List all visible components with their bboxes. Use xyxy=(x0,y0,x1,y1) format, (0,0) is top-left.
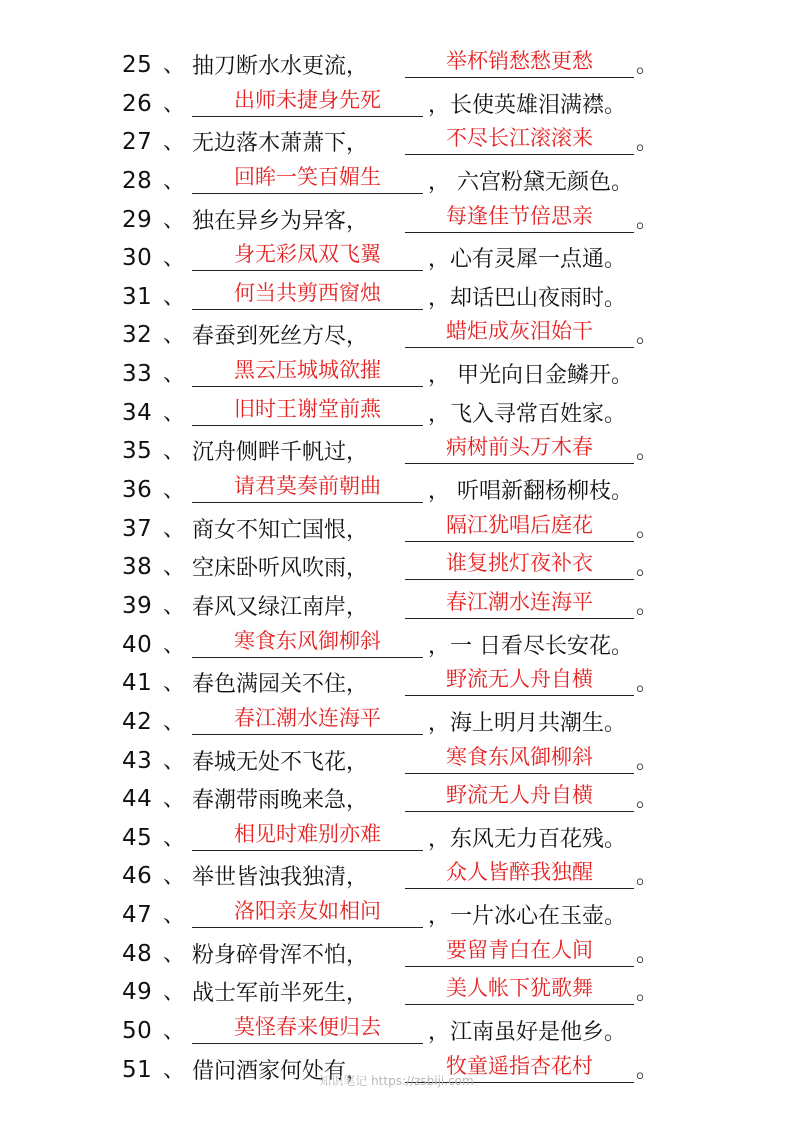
question-row xyxy=(0,778,793,817)
question-row xyxy=(0,237,793,276)
question-row xyxy=(0,121,793,160)
given-line: 抽刀断水水更流， xyxy=(192,54,369,79)
answer-blank xyxy=(192,1017,423,1044)
answer-text: 美人帐下犹歌舞 xyxy=(446,976,593,1001)
given-line: ，飞入寻常百姓家。 xyxy=(428,401,627,427)
answer-text: 莫怪春来便归去 xyxy=(234,1015,381,1040)
question-row xyxy=(0,314,793,353)
given-line: 举世皆浊我独清， xyxy=(192,865,369,891)
question-number: 31 xyxy=(122,283,153,310)
given-line: ，江南虽好是他乡。 xyxy=(428,1020,627,1046)
answer-text: 每逢佳节倍思亲 xyxy=(446,203,593,228)
given-line: 春潮带雨晚来急， xyxy=(192,788,369,814)
answer-blank xyxy=(405,203,634,233)
question-row xyxy=(0,624,793,663)
answer-blank xyxy=(405,128,634,155)
end-punctuation: 。 xyxy=(636,516,659,542)
question-number: 29 xyxy=(122,206,153,233)
question-row xyxy=(0,894,793,933)
answer-blank xyxy=(405,744,634,774)
question-number: 42 xyxy=(122,708,153,735)
answer-text: 举杯销愁愁更愁 xyxy=(446,49,593,73)
question-number: 32 xyxy=(122,322,153,349)
given-line: ，东风无力百花残。 xyxy=(428,826,627,852)
answer-blank xyxy=(192,244,423,271)
answer-blank xyxy=(192,821,423,851)
answer-blank xyxy=(192,476,423,503)
question-number: 39 xyxy=(122,592,153,619)
question-number: 36 xyxy=(122,477,153,504)
given-line: 独在异乡为异客， xyxy=(192,208,369,234)
answer-blank xyxy=(405,785,634,812)
given-line: 借问酒家何处有， xyxy=(192,1058,369,1084)
given-line: ， 甲光向日金鳞开。 xyxy=(428,363,633,389)
answer-text: 病树前头万木春 xyxy=(446,435,593,460)
separator: 、 xyxy=(163,1057,186,1083)
separator: 、 xyxy=(163,671,186,697)
question-row xyxy=(0,44,793,83)
separator: 、 xyxy=(163,941,186,967)
answer-blank xyxy=(405,553,634,580)
question-row xyxy=(0,508,793,547)
end-punctuation: 。 xyxy=(636,748,659,774)
answer-text: 何当共剪西窗烛 xyxy=(234,280,381,305)
question-number: 38 xyxy=(122,554,153,581)
separator: 、 xyxy=(163,362,186,388)
given-line: 无边落木萧萧下， xyxy=(192,131,369,157)
separator: 、 xyxy=(163,787,186,813)
answer-text: 春江潮水连海平 xyxy=(446,589,593,614)
answer-blank xyxy=(405,321,634,348)
answer-text: 旧时王谢堂前燕 xyxy=(234,396,381,421)
answer-blank xyxy=(192,164,423,194)
question-number: 43 xyxy=(122,747,153,774)
end-punctuation: 。 xyxy=(636,130,659,156)
answer-text: 春江潮水连海平 xyxy=(234,705,381,730)
question-number: 49 xyxy=(122,979,153,1006)
separator: 、 xyxy=(163,168,186,194)
question-number: 30 xyxy=(122,245,153,272)
answer-blank xyxy=(405,589,634,619)
end-punctuation: 。 xyxy=(636,941,659,967)
separator: 、 xyxy=(163,246,186,272)
answer-blank xyxy=(192,87,423,117)
answer-blank xyxy=(405,51,634,78)
answer-text: 众人皆醉我独醒 xyxy=(446,860,593,885)
given-line: 春风又绿江南岸， xyxy=(192,594,369,620)
answer-text: 寒食东风御柳斜 xyxy=(446,744,593,769)
separator: 、 xyxy=(163,130,186,156)
separator: 、 xyxy=(163,632,186,658)
given-line: 空床卧听风吹雨， xyxy=(192,556,369,582)
question-number: 46 xyxy=(122,863,153,890)
answer-text: 寒食东风御柳斜 xyxy=(234,628,381,653)
given-line: 春蚕到死丝方尽， xyxy=(192,324,369,350)
question-row xyxy=(0,392,793,431)
given-line: ，海上明月共潮生。 xyxy=(428,710,627,736)
end-punctuation: 。 xyxy=(636,593,659,619)
watermark: 知识笔记 https://zsbiji.com xyxy=(319,1074,474,1088)
answer-blank xyxy=(405,437,634,464)
answer-text: 不尽长江滚滚来 xyxy=(446,126,593,151)
answer-blank xyxy=(192,628,423,658)
question-row xyxy=(0,740,793,779)
separator: 、 xyxy=(163,825,186,851)
question-row xyxy=(0,933,793,972)
question-row xyxy=(0,276,793,315)
separator: 、 xyxy=(163,903,186,929)
given-line: 商女不知亡国恨， xyxy=(192,517,369,543)
end-punctuation: 。 xyxy=(636,671,659,697)
question-number: 27 xyxy=(122,129,153,156)
question-row xyxy=(0,817,793,856)
answer-text: 回眸一笑百媚生 xyxy=(234,164,381,189)
question-row xyxy=(0,585,793,624)
answer-text: 要留青白在人间 xyxy=(446,937,593,962)
poetry-fill-in-worksheet xyxy=(0,44,793,1087)
answer-text: 蜡炬成灰泪始干 xyxy=(446,319,593,344)
answer-blank xyxy=(405,862,634,889)
answer-text: 黑云压城城欲摧 xyxy=(234,358,381,383)
given-line: 春色满园关不住， xyxy=(192,672,369,698)
question-row xyxy=(0,160,793,199)
question-number: 50 xyxy=(122,1018,153,1045)
question-number: 25 xyxy=(122,52,153,78)
separator: 、 xyxy=(163,516,186,542)
answer-blank xyxy=(405,978,634,1005)
end-punctuation: 。 xyxy=(636,439,659,465)
answer-text: 相见时难别亦难 xyxy=(234,821,381,846)
separator: 、 xyxy=(163,478,186,504)
end-punctuation: 。 xyxy=(636,864,659,890)
answer-blank xyxy=(405,512,634,542)
answer-text: 牧童遥指杏花村 xyxy=(446,1053,593,1078)
question-number: 33 xyxy=(122,361,153,388)
answer-blank xyxy=(192,280,423,310)
given-line: ，一 日看尽长安花。 xyxy=(428,633,633,659)
answer-blank xyxy=(192,396,423,426)
question-number: 41 xyxy=(122,670,153,697)
answer-text: 谁复挑灯夜补衣 xyxy=(446,551,593,576)
end-punctuation: 。 xyxy=(636,53,659,78)
given-line: ， 六宫粉黛无颜色。 xyxy=(428,169,633,195)
answer-text: 隔江犹唱后庭花 xyxy=(446,512,593,537)
given-line: ， 听唱新翻杨柳枝。 xyxy=(428,479,633,505)
separator: 、 xyxy=(163,980,186,1006)
given-line: 粉身碎骨浑不怕， xyxy=(192,942,369,968)
separator: 、 xyxy=(163,207,186,233)
separator: 、 xyxy=(163,709,186,735)
question-row xyxy=(0,546,793,585)
separator: 、 xyxy=(163,284,186,310)
given-line: ，却话巴山夜雨时。 xyxy=(428,285,627,311)
separator: 、 xyxy=(163,91,186,117)
answer-text: 请君莫奏前朝曲 xyxy=(234,474,381,499)
question-number: 26 xyxy=(122,90,153,117)
separator: 、 xyxy=(163,53,186,78)
question-row xyxy=(0,430,793,469)
separator: 、 xyxy=(163,748,186,774)
given-line: 春城无处不飞花， xyxy=(192,749,369,775)
question-row xyxy=(0,469,793,508)
answer-text: 洛阳亲友如相问 xyxy=(234,899,381,924)
question-number: 45 xyxy=(122,824,153,851)
question-number: 37 xyxy=(122,515,153,542)
given-line: ，长使英雄泪满襟。 xyxy=(428,92,627,118)
question-row xyxy=(0,353,793,392)
answer-blank xyxy=(405,937,634,967)
separator: 、 xyxy=(163,555,186,581)
answer-blank xyxy=(192,705,423,735)
end-punctuation: 。 xyxy=(636,555,659,581)
end-punctuation: 。 xyxy=(636,323,659,349)
question-row xyxy=(0,83,793,122)
question-number: 47 xyxy=(122,902,153,929)
question-number: 35 xyxy=(122,438,153,465)
question-row xyxy=(0,855,793,894)
end-punctuation: 。 xyxy=(636,787,659,813)
end-punctuation: 。 xyxy=(636,207,659,233)
answer-text: 野流无人舟自横 xyxy=(446,667,593,692)
question-number: 48 xyxy=(122,940,153,967)
separator: 、 xyxy=(163,593,186,619)
separator: 、 xyxy=(163,400,186,426)
question-number: 34 xyxy=(122,399,153,426)
separator: 、 xyxy=(163,864,186,890)
question-row xyxy=(0,701,793,740)
end-punctuation: 。 xyxy=(636,980,659,1006)
given-line: ，一片冰心在玉壶。 xyxy=(428,904,627,930)
given-line: 沉舟侧畔千帆过， xyxy=(192,440,369,466)
separator: 、 xyxy=(163,439,186,465)
answer-text: 身无彩凤双飞翼 xyxy=(234,242,381,267)
question-number: 51 xyxy=(122,1056,153,1083)
question-row xyxy=(0,662,793,701)
question-number: 44 xyxy=(122,786,153,813)
separator: 、 xyxy=(163,1019,186,1045)
answer-text: 野流无人舟自横 xyxy=(446,783,593,808)
question-row xyxy=(0,199,793,238)
answer-blank xyxy=(192,360,423,387)
answer-text: 出师未捷身先死 xyxy=(234,87,381,112)
end-punctuation: 。 xyxy=(636,1057,659,1083)
question-number: 40 xyxy=(122,631,153,658)
answer-blank xyxy=(192,901,423,928)
question-row xyxy=(0,1010,793,1049)
question-number: 28 xyxy=(122,167,153,194)
answer-blank xyxy=(405,669,634,696)
given-line: 战士军前半死生， xyxy=(192,981,369,1007)
question-row xyxy=(0,971,793,1010)
separator: 、 xyxy=(163,323,186,349)
given-line: ，心有灵犀一点通。 xyxy=(428,247,627,273)
